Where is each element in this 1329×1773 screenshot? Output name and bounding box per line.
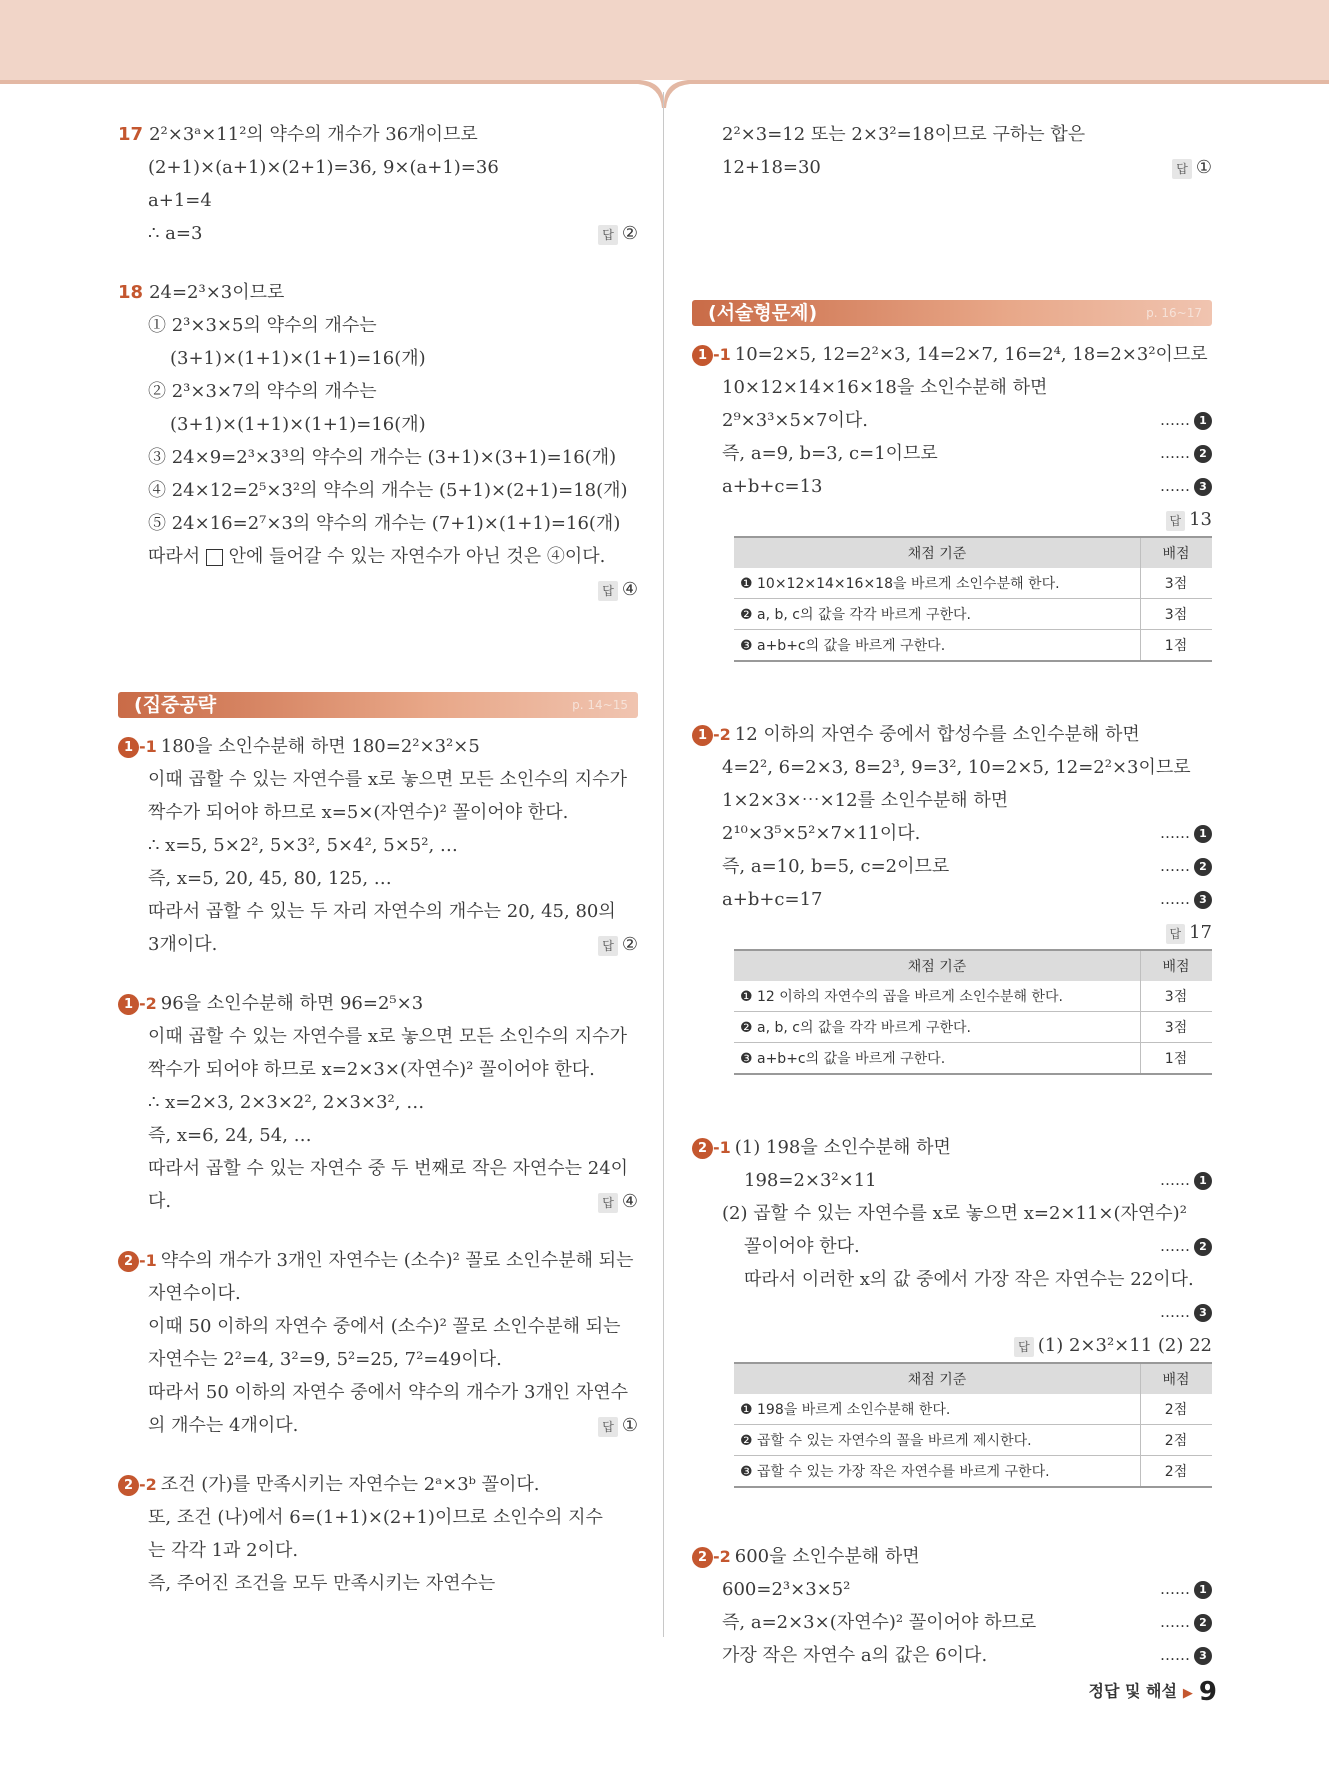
page-footer	[1088, 1677, 1217, 1707]
footer-label: 정답 및 해설	[1088, 1681, 1177, 1701]
blank-box	[206, 549, 223, 566]
answer: 답 ④	[598, 573, 638, 606]
continuation-line-2: 12+18=30 답 ①	[692, 151, 1212, 184]
q1-2-line-4: ∴ x=2×3, 2×3×2², 2×3×3², …	[148, 1092, 425, 1113]
r2-1-line-3: (2) 곱할 수 있는 자연수를 x로 놓으면 x=2×11×(자연수)²	[722, 1203, 1187, 1224]
header-curve	[0, 0, 1329, 110]
step-marker: …… 1	[1160, 404, 1212, 437]
answer: 답 ②	[598, 217, 638, 250]
r2-1-line-6	[692, 1296, 1212, 1329]
step-marker: …… 1	[1160, 1573, 1212, 1606]
step-marker: …… 3	[1160, 1639, 1212, 1672]
q1-1-line-3: 짝수가 되어야 하므로 x=5×(자연수)² 꼴이어야 한다.	[148, 802, 569, 823]
step-marker: …… 3	[1160, 470, 1212, 503]
r1-1-line-1: 1 -1 10=2×5, 12=2²×3, 14=2×7, 16=2⁴, 18=2×3²이므로	[692, 338, 1212, 371]
problem-18-line-7: ④ 24×12=2⁵×3²의 약수의 개수는 (5+1)×(2+1)=18(개)	[148, 480, 628, 501]
q2-1-line-6: 의 개수는 4개이다. 답 ①	[118, 1409, 638, 1442]
problem-badge: 1	[118, 994, 139, 1015]
problem-17-line-3: a+1=4	[148, 190, 212, 211]
q1-2-line-1: 1 -2 96을 소인수분해 하면 96=2⁵×3	[118, 987, 638, 1020]
problem-18-line-9: 따라서 안에 들어갈 수 있는 자연수가 아닌 것은 ④이다.	[148, 546, 606, 567]
problem-17-line-2: (2+1)×(a+1)×(2+1)=36, 9×(a+1)=36	[148, 157, 499, 178]
grading-table: 채점 기준 배점 ❶ 10×12×14×16×18을 바르게 소인수분해 한다. 3점 ❷ a, b, c의 값을 각각 바르게 구한다. 3점 ❸ a+b+c의 값을 바르게 구한다. 1점	[734, 536, 1212, 662]
grading-table: 채점 기준 배점 ❶ 12 이하의 자연수의 곱을 바르게 소인수분해 한다. 3점 ❷ a, b, c의 값을 각각 바르게 구한다. 3점 ❸ a+b+c의 값을 바르게 구한다. 1점	[734, 949, 1212, 1075]
r1-2-answer-line	[692, 916, 1212, 949]
q2-2-line-3: 는 각각 1과 2이다.	[148, 1540, 299, 1561]
problem-badge: 1	[692, 725, 713, 746]
q1-2-line-6: 따라서 곱할 수 있는 자연수 중 두 번째로 작은 자연수는 24이	[148, 1158, 629, 1179]
answer: 답 ④	[598, 1185, 638, 1218]
q1-1-line-2: 이때 곱할 수 있는 자연수를 x로 놓으면 모든 소인수의 지수가	[148, 769, 627, 790]
column-divider	[663, 92, 664, 1637]
problem-badge: 1	[118, 737, 139, 758]
problem-badge: 2	[118, 1475, 139, 1496]
r2-1-line-4: 꼴이어야 한다. …… 2	[692, 1230, 1212, 1263]
r2-2-line-1: 2 -2 600을 소인수분해 하면	[692, 1540, 1212, 1573]
q2-2-line-1: 2 -2 조건 (가)를 만족시키는 자연수는 2ᵃ×3ᵇ 꼴이다.	[118, 1468, 638, 1501]
q1-1-line-6: 따라서 곱할 수 있는 두 자리 자연수의 개수는 20, 45, 80의	[148, 901, 616, 922]
step-marker: …… 2	[1160, 1606, 1212, 1639]
problem-17-line-4: ∴ a=3 답 ②	[118, 217, 638, 250]
q1-2-line-7: 다. 답 ④	[118, 1185, 638, 1218]
q2-1-line-5: 따라서 50 이하의 자연수 중에서 약수의 개수가 3개인 자연수	[148, 1382, 629, 1403]
r1-2-line-3: 1×2×3×⋯×12를 소인수분해 하면	[722, 790, 1009, 811]
continuation-line-1: 2²×3=12 또는 2×3²=18이므로 구하는 합은	[722, 124, 1086, 145]
section-title: (집중공략	[134, 694, 217, 716]
problem-number: 17	[118, 124, 144, 145]
r1-1-line-4: 즉, a=9, b=3, c=1이므로 …… 2	[692, 437, 1212, 470]
q1-1-line-7: 3개이다. 답 ②	[118, 928, 638, 961]
problem-18-line-5: (3+1)×(1+1)×(1+1)=16(개)	[170, 414, 426, 435]
answer: 답 ①	[598, 1409, 638, 1442]
q1-2-line-3: 짝수가 되어야 하므로 x=2×3×(자연수)² 꼴이어야 한다.	[148, 1059, 595, 1080]
r1-2-line-1: 1 -2 12 이하의 자연수 중에서 합성수를 소인수분해 하면	[692, 718, 1212, 751]
step-marker: …… 2	[1160, 437, 1212, 470]
r2-2-line-2: 600=2³×3×5² …… 1	[692, 1573, 1212, 1606]
q2-2-line-2: 또, 조건 (나)에서 6=(1+1)×(2+1)이므로 소인수의 지수	[148, 1507, 603, 1528]
section-header-essay	[692, 298, 1212, 328]
r1-1-line-2: 10×12×14×16×18을 소인수분해 하면	[722, 377, 1048, 398]
q1-2-line-2: 이때 곱할 수 있는 자연수를 x로 놓으면 모든 소인수의 지수가	[148, 1026, 627, 1047]
section-page-ref: p. 14~15	[572, 698, 628, 712]
problem-18-line-8: ⑤ 24×16=2⁷×3의 약수의 개수는 (7+1)×(1+1)=16(개)	[148, 513, 621, 534]
problem-18-line-3: (3+1)×(1+1)×(1+1)=16(개)	[170, 348, 426, 369]
page-number: 9	[1198, 1677, 1217, 1707]
r1-1-answer-line	[692, 503, 1212, 536]
r1-2-line-4: 2¹⁰×3⁵×5²×7×11이다. …… 1	[692, 817, 1212, 850]
q2-1-line-4: 자연수는 2²=4, 3²=9, 5²=25, 7²=49이다.	[148, 1349, 502, 1370]
problem-18-line-6: ③ 24×9=2³×3³의 약수의 개수는 (3+1)×(3+1)=16(개)	[148, 447, 617, 468]
right-column	[692, 118, 1212, 1672]
section-header-focus	[118, 690, 638, 720]
section-page-ref: p. 16~17	[1146, 306, 1202, 320]
r2-1-answer-line	[692, 1329, 1212, 1362]
answer: 답 13	[1166, 503, 1213, 536]
problem-18-line-4: ② 2³×3×7의 약수의 개수는	[148, 381, 377, 402]
problem-badge: 1	[692, 345, 713, 366]
q1-1-line-1: 1 -1 180을 소인수분해 하면 180=2²×3²×5	[118, 730, 638, 763]
r1-2-line-6: a+b+c=17 …… 3	[692, 883, 1212, 916]
left-column	[118, 118, 638, 1600]
q1-1-line-4: ∴ x=5, 5×2², 5×3², 5×4², 5×5², …	[148, 835, 458, 856]
q1-2-line-5: 즉, x=6, 24, 54, …	[148, 1125, 312, 1146]
problem-badge: 2	[692, 1547, 713, 1568]
step-marker: …… 3	[1160, 1296, 1212, 1329]
answer: 답 ①	[1172, 151, 1212, 184]
q2-1-line-3: 이때 50 이하의 자연수 중에서 (소수)² 꼴로 소인수분해 되는	[148, 1316, 621, 1337]
q2-2-line-4: 즉, 주어진 조건을 모두 만족시키는 자연수는	[148, 1573, 496, 1594]
r2-1-line-2: 198=2×3²×11 …… 1	[692, 1164, 1212, 1197]
step-marker: …… 2	[1160, 850, 1212, 883]
r1-1-line-3: 2⁹×3³×5×7이다. …… 1	[692, 404, 1212, 437]
step-marker: …… 1	[1160, 817, 1212, 850]
problem-18-answer-line	[118, 573, 638, 606]
q1-1-line-5: 즉, x=5, 20, 45, 80, 125, …	[148, 868, 392, 889]
answer: 답 ②	[598, 928, 638, 961]
r1-1-line-5: a+b+c=13 …… 3	[692, 470, 1212, 503]
step-marker: …… 2	[1160, 1230, 1212, 1263]
r2-1-line-5: 따라서 이러한 x의 값 중에서 가장 작은 자연수는 22이다.	[744, 1269, 1194, 1290]
problem-number: 18	[118, 282, 144, 303]
answer: 답 17	[1166, 916, 1213, 949]
q2-1-line-2: 자연수이다.	[148, 1283, 241, 1304]
chevron-right-icon: ▶	[1182, 1685, 1193, 1701]
r1-2-line-2: 4=2², 6=2×3, 8=2³, 9=3², 10=2×5, 12=2²×3이므로	[722, 757, 1191, 778]
step-marker: …… 1	[1160, 1164, 1212, 1197]
step-marker: …… 3	[1160, 883, 1212, 916]
problem-badge: 2	[118, 1251, 139, 1272]
grading-table: 채점 기준 배점 ❶ 198을 바르게 소인수분해 한다. 2점 ❷ 곱할 수 있는 자연수의 꼴을 바르게 제시한다. 2점 ❸ 곱할 수 있는 가장 작은 자연수를 바르게 구한다. 2점	[734, 1362, 1212, 1488]
r2-2-line-4: 가장 작은 자연수 a의 값은 6이다. …… 3	[692, 1639, 1212, 1672]
problem-badge: 2	[692, 1138, 713, 1159]
problem-18-line-1: 18 24=2³×3이므로	[118, 282, 285, 303]
answer: 답 (1) 2×3²×11 (2) 22	[1014, 1329, 1212, 1362]
section-title: (서술형문제)	[708, 302, 818, 324]
problem-17-line-1: 17 2²×3ᵃ×11²의 약수의 개수가 36개이므로	[118, 124, 478, 145]
r2-1-line-1: 2 -1 (1) 198을 소인수분해 하면	[692, 1131, 1212, 1164]
q2-1-line-1: 2 -1 약수의 개수가 3개인 자연수는 (소수)² 꼴로 소인수분해 되는	[118, 1244, 638, 1277]
r1-2-line-5: 즉, a=10, b=5, c=2이므로 …… 2	[692, 850, 1212, 883]
problem-18-line-2: ① 2³×3×5의 약수의 개수는	[148, 315, 377, 336]
r2-2-line-3: 즉, a=2×3×(자연수)² 꼴이어야 하므로 …… 2	[692, 1606, 1212, 1639]
